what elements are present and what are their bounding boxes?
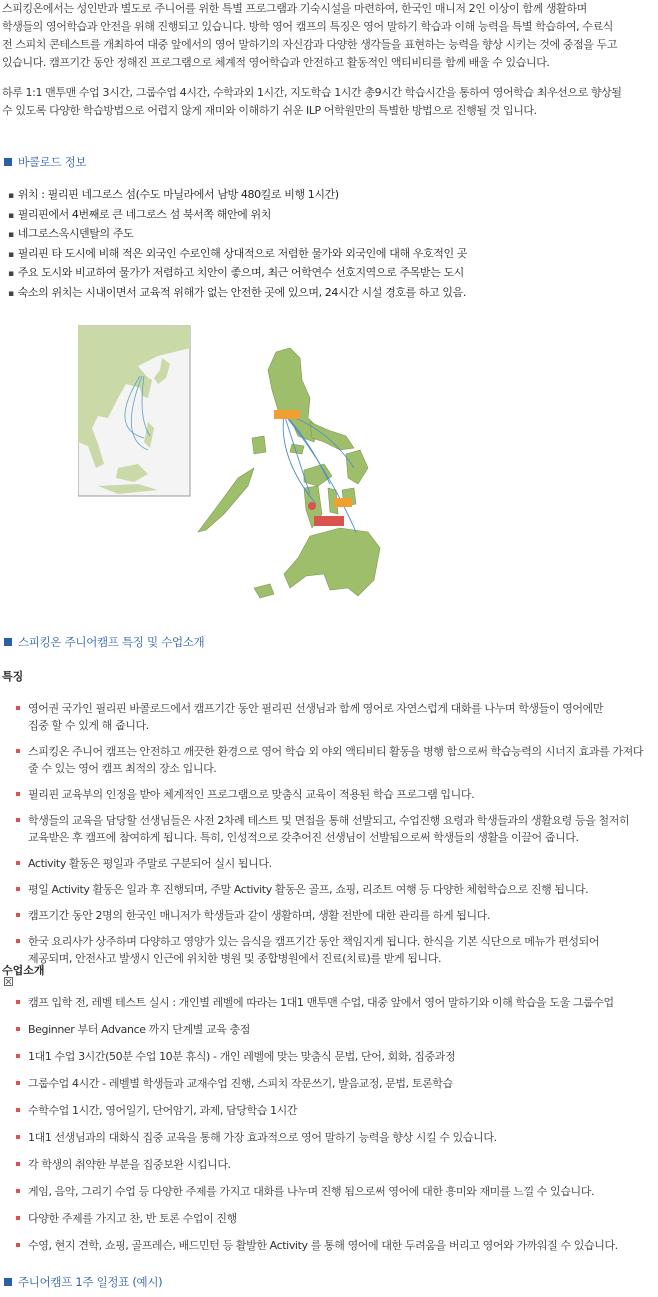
intro-line: 하루 1:1 맨투맨 수업 3시간, 그룹수업 4시간, 수학과외 1시간, 지도학습 1시간 총9시간 학습시간을 통하여 영어학습 최우선으로 향상될	[2, 86, 622, 99]
list-item: ▪ 네그로스옥시덴탈의 주도	[8, 225, 467, 245]
list-item-line: Beginner 부터 Advance 까지 단계별 교육 충점	[28, 1023, 251, 1036]
list-item	[16, 786, 644, 803]
list-item: ▪ 위치 : 필리핀 네그로스 섬(수도 마닐라에서 남방 480킬로 비행 1시간)	[8, 186, 467, 206]
list-item-line: 영어권 국가인 필리핀 바콜로드에서 캠프기간 동안 필리핀 선생님과 함께 영어로 자연스럽게 대화를 나누며 학생들이 영어에만	[28, 702, 604, 715]
list-item-line: 스피킹온 주니어 캠프는 안전하고 깨끗한 환경으로 영어 학습 외 야외 액티비티 활동을 병행 함으로써 학습능력의 시너지 효과를 가져다	[28, 745, 644, 758]
philippines-map	[198, 348, 380, 598]
schedule-heading-text: 주니어캠프 1주 일정표 (예시)	[18, 1275, 163, 1289]
features-subheading: 특징	[2, 670, 24, 683]
bacolod-heading-text: 바콜로드 정보	[18, 155, 87, 169]
intro-line: 있습니다. 캠프기간 동안 정해진 프로그램으로 체계적 영어학습과 안전하고 활동적인 액티비티를 함께 배울 수 있습니다.	[2, 56, 550, 69]
list-item: ▪ 필리핀에서 4번째로 큰 네그로스 섬 북서쪽 해안에 위치	[8, 206, 467, 226]
list-item-line: 다양한 주제를 가지고 찬, 반 토론 수업이 진행	[28, 1212, 237, 1225]
bacolod-heading	[4, 154, 86, 170]
square-bullet-icon	[4, 158, 12, 166]
square-bullet-icon	[4, 638, 12, 646]
intro-paragraph-2	[2, 84, 654, 120]
classes-subheading: 수업소개	[2, 964, 45, 977]
list-item-line: 각 학생의 취약한 부분을 집중보완 시킵니다.	[28, 1158, 231, 1171]
list-item	[16, 994, 644, 1011]
list-item	[16, 881, 644, 898]
list-item-line: 1대1 수업 3시간(50분 수업 10분 휴식) - 개인 레벨에 맞는 맞춤식 문법, 단어, 회화, 집중과정	[28, 1050, 456, 1063]
list-item: ▪ 주요 도시와 비교하여 물가가 저렴하고 치안이 좋으며, 최근 어학연수 선호지역으로 주목받는 도시	[8, 264, 467, 284]
classes-list	[16, 994, 644, 1264]
bacolod-list	[8, 186, 467, 303]
features-heading	[4, 634, 204, 650]
list-item-line: 수학수업 1시간, 영어일기, 단어암기, 과제, 담당학습 1시간	[28, 1104, 298, 1117]
list-item-line: 한국 요리사가 상주하며 다양하고 영양가 있는 음식을 캠프기간 동안 책임지게 됩니다. 한식을 기본 식단으로 메뉴가 편성되어	[28, 935, 600, 948]
features-list	[16, 700, 644, 976]
list-item-line: 집중 할 수 있게 해 줍니다.	[28, 719, 149, 732]
list-item	[16, 700, 644, 734]
list-item	[16, 1129, 644, 1146]
list-item-line: 제공되며, 안전사고 발생시 인근에 위치한 병원 및 종합병원에서 진료(치료)를 받게 됩니다.	[28, 952, 442, 965]
list-item-line: 줄 수 있는 영어 캠프 최적의 장소 입니다.	[28, 762, 217, 775]
list-item	[16, 1237, 644, 1254]
list-item-line: 캠프기간 동안 2명의 한국인 매니저가 학생들과 같이 생활하며, 생활 전반에 대한 관리를 하게 됩니다.	[28, 909, 491, 922]
asia-inset-map	[78, 326, 190, 496]
list-item	[16, 1210, 644, 1227]
list-item	[16, 1156, 644, 1173]
list-item	[16, 812, 644, 846]
list-item-line: 게임, 음악, 그리기 수업 등 다양한 주제를 가지고 대화를 나누며 진행 됨으로써 영어에 대한 흥미와 재미를 느낄 수 있습니다.	[28, 1185, 595, 1198]
list-item-line: 캠프 입학 전, 레벨 테스트 실시 : 개인별 레벨에 따라는 1대1 맨투맨 수업, 대중 앞에서 영어 말하기와 이해 학습을 도울 그룹수업	[28, 996, 614, 1009]
list-item	[16, 907, 644, 924]
list-item-line: 필리핀 교육부의 인정을 받아 체계적인 프로그램으로 맞춤식 교육이 적용된 학습 프로그램 입니다.	[28, 788, 475, 801]
list-item	[16, 1048, 644, 1065]
list-item	[16, 1102, 644, 1119]
list-item-line: 1대1 선생님과의 대화식 집중 교육을 통해 가장 효과적으로 영어 말하기 능력을 향상 시킬 수 있습니다.	[28, 1131, 497, 1144]
list-item	[16, 743, 644, 777]
list-item: ▪ 필리핀 타 도시에 비해 적은 외국인 수로인해 상대적으로 저렴한 물가와 외국인에 대해 우호적인 곳	[8, 245, 467, 265]
features-heading-text: 스피킹온 주니어캠프 특징 및 수업소개	[18, 635, 205, 649]
list-item-line: 평일 Activity 활동은 일과 후 진행되며, 주말 Activity 활동은 골프, 쇼핑, 리조트 여행 등 다양한 체험학습으로 진행 됩니다.	[28, 883, 589, 896]
list-item-line: 교육받은 후 캠프에 참여하게 됩니다. 특히, 인성적으로 갖추어진 선생님이 선발됨으로써 학생들의 생활을 이끌어 줍니다.	[28, 831, 579, 844]
intro-line: 수 있도록 다양한 학습방법으로 어렵지 않게 재미와 이해하기 쉬운 ILP 어학원만의 특별한 방법으로 진행될 것 입니다.	[2, 104, 537, 117]
list-item-line: Activity 활동은 평일과 주말로 구분되어 실시 됩니다.	[28, 857, 272, 870]
list-item-line: 그룹수업 4시간 - 레벨별 학생들과 교재수업 진행, 스피치 작문쓰기, 발음교정, 문법, 토론학습	[28, 1077, 453, 1090]
broken-image-icon	[4, 977, 13, 986]
intro-line: 전 스피치 콘테스트를 개최하여 대중 앞에서의 영어 말하기의 자신감과 다양한 생각들을 표현하는 능력을 향상 시키는 것에 중점을 두고	[2, 38, 618, 51]
list-item-line: 수영, 현지 견학, 쇼핑, 골프레슨, 배드민턴 등 활발한 Activity 를 통해 영어에 대한 두려움을 버리고 영어와 가까워질 수 있습니다.	[28, 1239, 618, 1252]
intro-line: 학생들의 영어학습과 안전을 위해 진행되고 있습니다. 방학 영어 캠프의 특징은 영어 말하기 학습과 이해 능력을 특별 학습하여, 수료식	[2, 20, 614, 33]
list-item	[16, 1021, 644, 1038]
list-item-line: 학생들의 교육을 담당할 선생님들은 사전 2차례 테스트 및 면접을 통해 선발되고, 수업진행 요령과 학생들과의 생활요령 등을 철저히	[28, 814, 630, 827]
map-image	[78, 318, 398, 613]
schedule-heading	[4, 1274, 162, 1290]
list-item: ▪ 숙소의 위치는 시내이면서 교육적 위해가 없는 안전한 곳에 있으며, 24시간 시설 경호를 하고 있음.	[8, 284, 467, 304]
list-item	[16, 933, 644, 967]
intro-paragraph-1	[2, 0, 654, 72]
square-bullet-icon	[4, 1278, 12, 1286]
intro-line: 스피킹온에서는 성인반과 별도로 주니어를 위한 특별 프로그램과 기숙시설을 마련하여, 한국인 매니저 2인 이상이 함께 생활하며	[2, 2, 587, 15]
list-item	[16, 1183, 644, 1200]
list-item	[16, 1075, 644, 1092]
list-item	[16, 855, 644, 872]
